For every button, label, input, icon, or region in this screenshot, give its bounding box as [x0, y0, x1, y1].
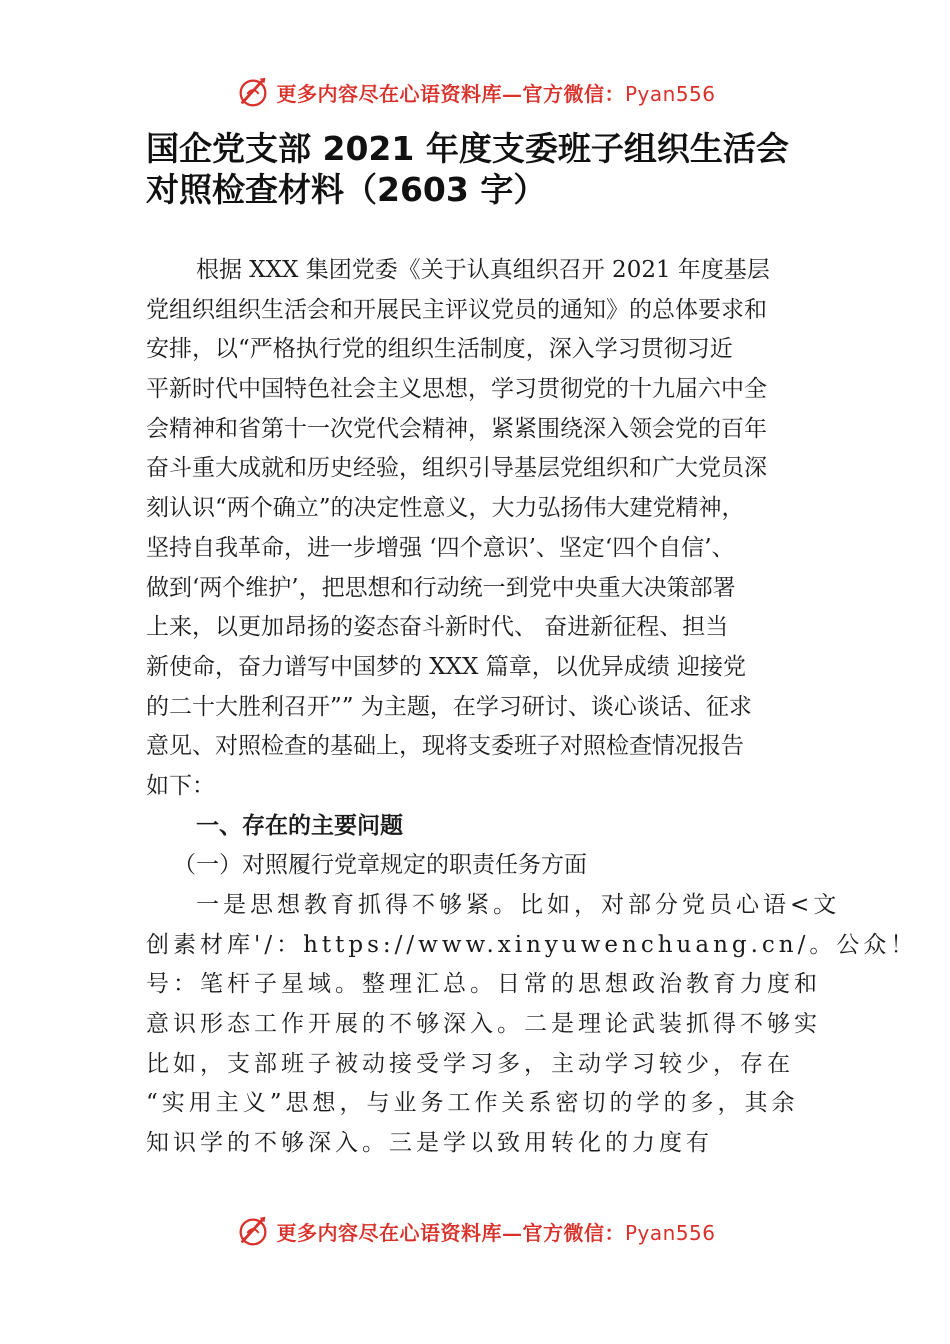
pen-seal-icon	[234, 73, 272, 111]
pen-seal-icon	[234, 1212, 272, 1250]
text-line: 平新时代中国特色社会主义思想，学习贯彻党的十九届六中全	[146, 376, 767, 403]
text-line: 做到‘两个维护’，把思想和行动统一到党中央重大决策部署	[146, 574, 736, 601]
text-line: 比如，支部班子被动接受学习多，主动学习较少，存在	[146, 1050, 794, 1077]
title-line: 对照检查材料（2603 字）	[146, 170, 547, 209]
text-line: “实用主义”思想，与业务工作关系密切的学的多，其余	[146, 1090, 799, 1117]
text-line: 奋斗重大成就和历史经验，组织引导基层党组织和广大党员深	[146, 455, 767, 482]
text-line: 党组织组织生活会和开展民主评议党员的通知》的总体要求和	[146, 296, 767, 323]
text-line: 如下：	[146, 772, 215, 799]
banner-text: 更多内容尽在心语资料库—官方微信：Pyan556	[276, 81, 716, 106]
text-line: 号：笔杆子星域。整理汇总。日常的思想政治教育力度和	[146, 971, 821, 998]
text-line: 的二十大胜利召开”” 为主题，在学习研讨、谈心谈话、征求	[146, 693, 752, 720]
text-line: 坚持自我革命，进一步增强 ‘四个意识’、坚定‘四个自信’、	[146, 534, 735, 561]
text-line: 新使命，奋力谱写中国梦的 XXX 篇章，以优异成绩 迎接党	[146, 653, 747, 680]
page-title	[146, 128, 846, 210]
text-line: 创素材库'/：https://www.xinyuwenchuang.cn/。公众！	[146, 931, 918, 958]
text-line: 根据 XXX 集团党委《关于认真组织召开 2021 年度基层	[196, 257, 770, 283]
banner-text: 更多内容尽在心语资料库—官方微信：Pyan556	[276, 1220, 716, 1245]
subsection-heading: （一）对照履行党章规定的职责任务方面	[173, 852, 587, 879]
header-banner	[0, 70, 950, 114]
text-line: 一是思想教育抓得不够紧。比如，对部分党员心语<文	[196, 892, 841, 918]
text-line: 意识形态工作开展的不够深入。二是理论武装抓得不够实	[146, 1011, 821, 1038]
text-line: 会精神和省第十一次党代会精神，紧紧围绕深入领会党的百年	[146, 415, 767, 442]
document-body	[146, 251, 918, 1164]
text-line: 上来，以更加昂扬的姿态奋斗新时代、 奋进新征程、担当	[146, 614, 729, 641]
wechat-id: Pyan556	[624, 1220, 716, 1245]
section-heading: 一、存在的主要问题	[196, 812, 403, 839]
footer-banner	[0, 1209, 950, 1253]
text-line: 刻认识“两个确立”的决定性意义，大力弘扬伟大建党精神，	[146, 495, 745, 522]
text-line: 知识学的不够深入。三是学以致用转化的力度有	[146, 1130, 713, 1157]
wechat-id: Pyan556	[624, 81, 716, 106]
text-line: 意见、对照检查的基础上，现将支委班子对照检查情况报告	[146, 733, 744, 760]
text-line: 安排，以“严格执行党的组织生活制度，深入学习贯彻习近	[146, 336, 733, 363]
title-line: 国企党支部 2021 年度支委班子组织生活会	[146, 129, 789, 168]
